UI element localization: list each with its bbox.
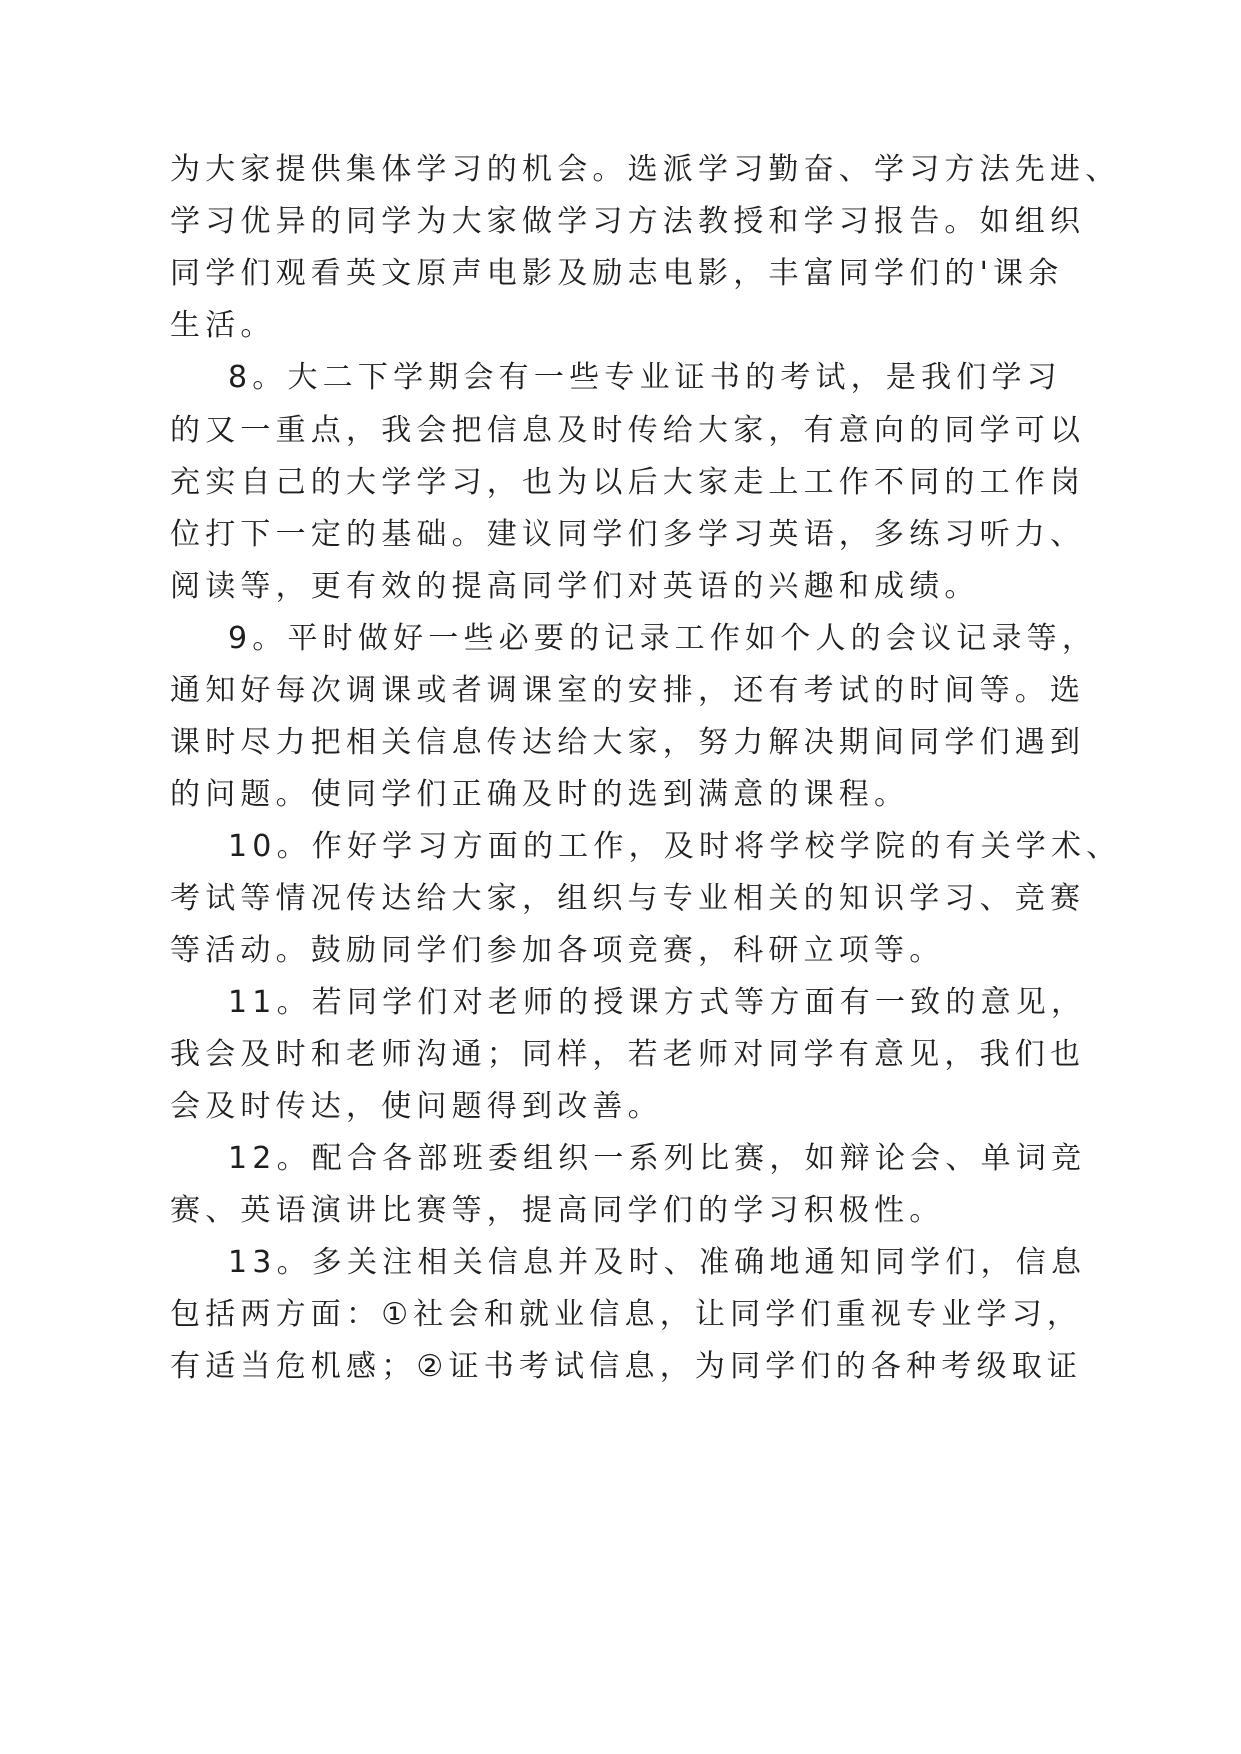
text-line: 阅读等，更有效的提高同学们对英语的兴趣和成绩。: [170, 569, 980, 604]
text-line: 通知好每次调课或者调课室的安排，还有考试的时间等。选: [170, 673, 1086, 708]
text-line: 包括两方面：①社会和就业信息，让同学们重视专业学习，: [170, 1297, 1083, 1332]
text-line: 的问题。使同学们正确及时的选到满意的课程。: [170, 777, 910, 812]
text-line: 课时尽力把相关信息传达给大家，努力解决期间同学们遇到: [170, 725, 1086, 760]
paragraph-10-first-line: 10。作好学习方面的工作，及时将学校学院的有关学术、: [228, 829, 1122, 864]
paragraph-9-first-line: 9。平时做好一些必要的记录工作如个人的会议记录等，: [228, 621, 1098, 656]
text-line: 等活动。鼓励同学们参加各项竞赛，科研立项等。: [170, 933, 945, 968]
text-line: 为大家提供集体学习的机会。选派学习勤奋、学习方法先进、: [170, 152, 1121, 187]
text-line: 学习优异的同学为大家做学习方法教授和学习报告。如组织: [170, 204, 1086, 239]
paragraph-12-first-line: 12。配合各部班委组织一系列比赛，如辩论会、单词竞: [228, 1141, 1087, 1176]
paragraph-11-first-line: 11。若同学们对老师的授课方式等方面有一致的意见，: [228, 985, 1087, 1020]
text-line: 位打下一定的基础。建议同学们多学习英语，多练习听力、: [170, 517, 1086, 552]
text-line: 我会及时和老师沟通；同样，若老师对同学有意见，我们也: [170, 1037, 1086, 1072]
text-line: 会及时传达，使问题得到改善。: [170, 1089, 663, 1124]
paragraph-8-first-line: 8。大二下学期会有一些专业证书的考试，是我们学习: [228, 360, 1062, 395]
text-line: 有适当危机感；②证书考试信息，为同学们的各种考级取证: [170, 1349, 1083, 1384]
paragraph-13-first-line: 13。多关注相关信息并及时、准确地通知同学们，信息: [228, 1245, 1087, 1280]
text-line: 考试等情况传达给大家，组织与专业相关的知识学习、竞赛: [170, 881, 1086, 916]
text-line: 充实自己的大学学习，也为以后大家走上工作不同的工作岗: [170, 465, 1086, 500]
text-line: 生活。: [170, 308, 276, 343]
text-line: 同学们观看英文原声电影及励志电影，丰富同学们的'课余: [170, 256, 1064, 291]
text-line: 的又一重点，我会把信息及时传给大家，有意向的同学可以: [170, 413, 1086, 448]
text-line: 赛、英语演讲比赛等，提高同学们的学习积极性。: [170, 1193, 945, 1228]
